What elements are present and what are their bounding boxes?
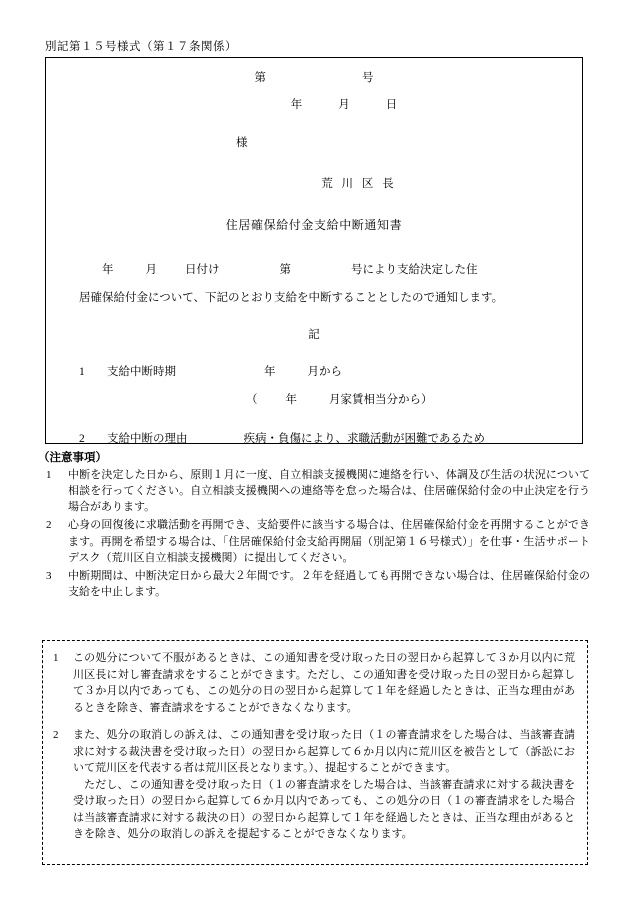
issuer-name: 荒 川 区 長 bbox=[321, 178, 397, 190]
notice-box-inner bbox=[46, 58, 582, 443]
item-1 bbox=[79, 363, 342, 379]
appeal-item-paragraph: また、処分の取消しの訴えは、この通知書を受け取った日（１の審査請求をした場合は、当該審査請求に対する裁決書を受け取った日）の翌日から起算して６か月以内に荒川区を被告として（訴訟において荒川区を代表する者は荒川区長となります。）、提起することができます。 bbox=[73, 729, 575, 774]
item-1-label: 支給中断時期 bbox=[107, 366, 176, 378]
appeal-instructions-box bbox=[42, 640, 588, 865]
notice-date-line bbox=[46, 96, 582, 112]
body-year: 年 bbox=[102, 264, 114, 276]
note-number: 2 bbox=[46, 519, 52, 532]
appeal-item-number: 1 bbox=[53, 652, 59, 664]
item-1-sub-month: 月家賃相当分から） bbox=[329, 394, 433, 406]
note-text: 心身の回復後に求職活動を再開でき、支給要件に該当する場合は、住居確保給付金を再開することができます。再開を希望する場合は、「住居確保給付金支給再開届（別記第１６号様式）」を仕事・生活サポートデスク（荒川区自立相談支援機関）に提出してください。 bbox=[68, 519, 590, 564]
notice-date-day: 日 bbox=[385, 99, 398, 111]
body-number-suffix: 号により支給決定した住 bbox=[351, 264, 478, 276]
item-2-value: 疾病・負傷により、求職活動が困難であるため bbox=[243, 433, 485, 445]
item-1-sub-open: （ bbox=[246, 394, 258, 406]
item-1-sub bbox=[246, 391, 433, 407]
addressee-honorific: 様 bbox=[236, 137, 248, 149]
body-number-prefix: 第 bbox=[279, 264, 291, 276]
notice-number-line bbox=[46, 69, 582, 85]
body-month: 月 bbox=[145, 264, 157, 276]
notice-date-month: 月 bbox=[338, 99, 350, 111]
appeal-item bbox=[53, 650, 575, 716]
document-title: 住居確保給付金支給中断通知書 bbox=[225, 218, 403, 232]
note-number: 3 bbox=[46, 569, 52, 582]
notice-number-suffix: 号 bbox=[362, 72, 374, 84]
note-item bbox=[42, 517, 590, 565]
notes-list bbox=[42, 467, 590, 602]
note-number: 1 bbox=[46, 469, 52, 481]
appeal-item-paragraph: この処分について不服があるときは、この通知書を受け取った日の翌日から起算して３か月以内に荒川区長に対し審査請求をすることができます。ただし、この通知書を受け取った日の翌日から起算して３か月以内であっても、この処分の日の翌日から起算して１年を経過したときは、正当な理由があるときを除き、審査請求をすることができなくなります。 bbox=[73, 652, 575, 714]
item-2-number: 2 bbox=[79, 433, 85, 445]
note-text: 中断を決定した日から、原則１月に一度、自立相談支援機関に連絡を行い、体調及び生活の状況について相談を行ってください。自立相談支援機関への連絡等を怠った場合は、住居確保給付金の中止決定を行う場合があります。 bbox=[68, 469, 590, 514]
item-1-year: 年 bbox=[264, 366, 276, 378]
item-2-label: 支給中断の理由 bbox=[107, 433, 188, 445]
body-line-2: 居確保給付金について、下記のとおり支給を中断することとしたので通知します。 bbox=[79, 292, 504, 304]
item-1-number: 1 bbox=[79, 366, 85, 378]
body-line-1 bbox=[102, 261, 556, 277]
appeal-item bbox=[53, 727, 575, 843]
form-number: 別記第１５号様式（第１７条関係） bbox=[45, 41, 237, 53]
notice-box bbox=[45, 57, 583, 444]
notice-number-prefix: 第 bbox=[254, 72, 266, 84]
item-2 bbox=[79, 430, 485, 446]
note-item bbox=[42, 467, 590, 515]
appeal-item-paragraph: ただし、この通知書を受け取った日（１の審査請求をした場合は、当該審査請求に対する裁決書を受け取った日）の翌日から起算して６か月以内であっても、この処分の日（１の審査請求をした場合は当該審査請求に対する裁決の日）の翌日から起算して１年を経過したときは、正当な理由があるときを除き、処分の取消しの訴えを提起することができなくなります。 bbox=[73, 778, 575, 840]
note-item bbox=[42, 568, 590, 600]
body-dated: 日付け bbox=[185, 264, 220, 276]
appeal-item-number: 2 bbox=[53, 729, 59, 741]
notice-date-year: 年 bbox=[290, 99, 303, 111]
ki-marker: 記 bbox=[308, 329, 320, 341]
note-text: 中断期間は、中断決定日から最大２年間です。２年を経過しても再開できない場合は、住居確保給付金の支給を中止します。 bbox=[68, 569, 590, 599]
item-1-month: 月から bbox=[307, 366, 342, 378]
item-1-sub-year: 年 bbox=[285, 394, 297, 406]
notes-heading: （注意事項） bbox=[38, 452, 107, 464]
